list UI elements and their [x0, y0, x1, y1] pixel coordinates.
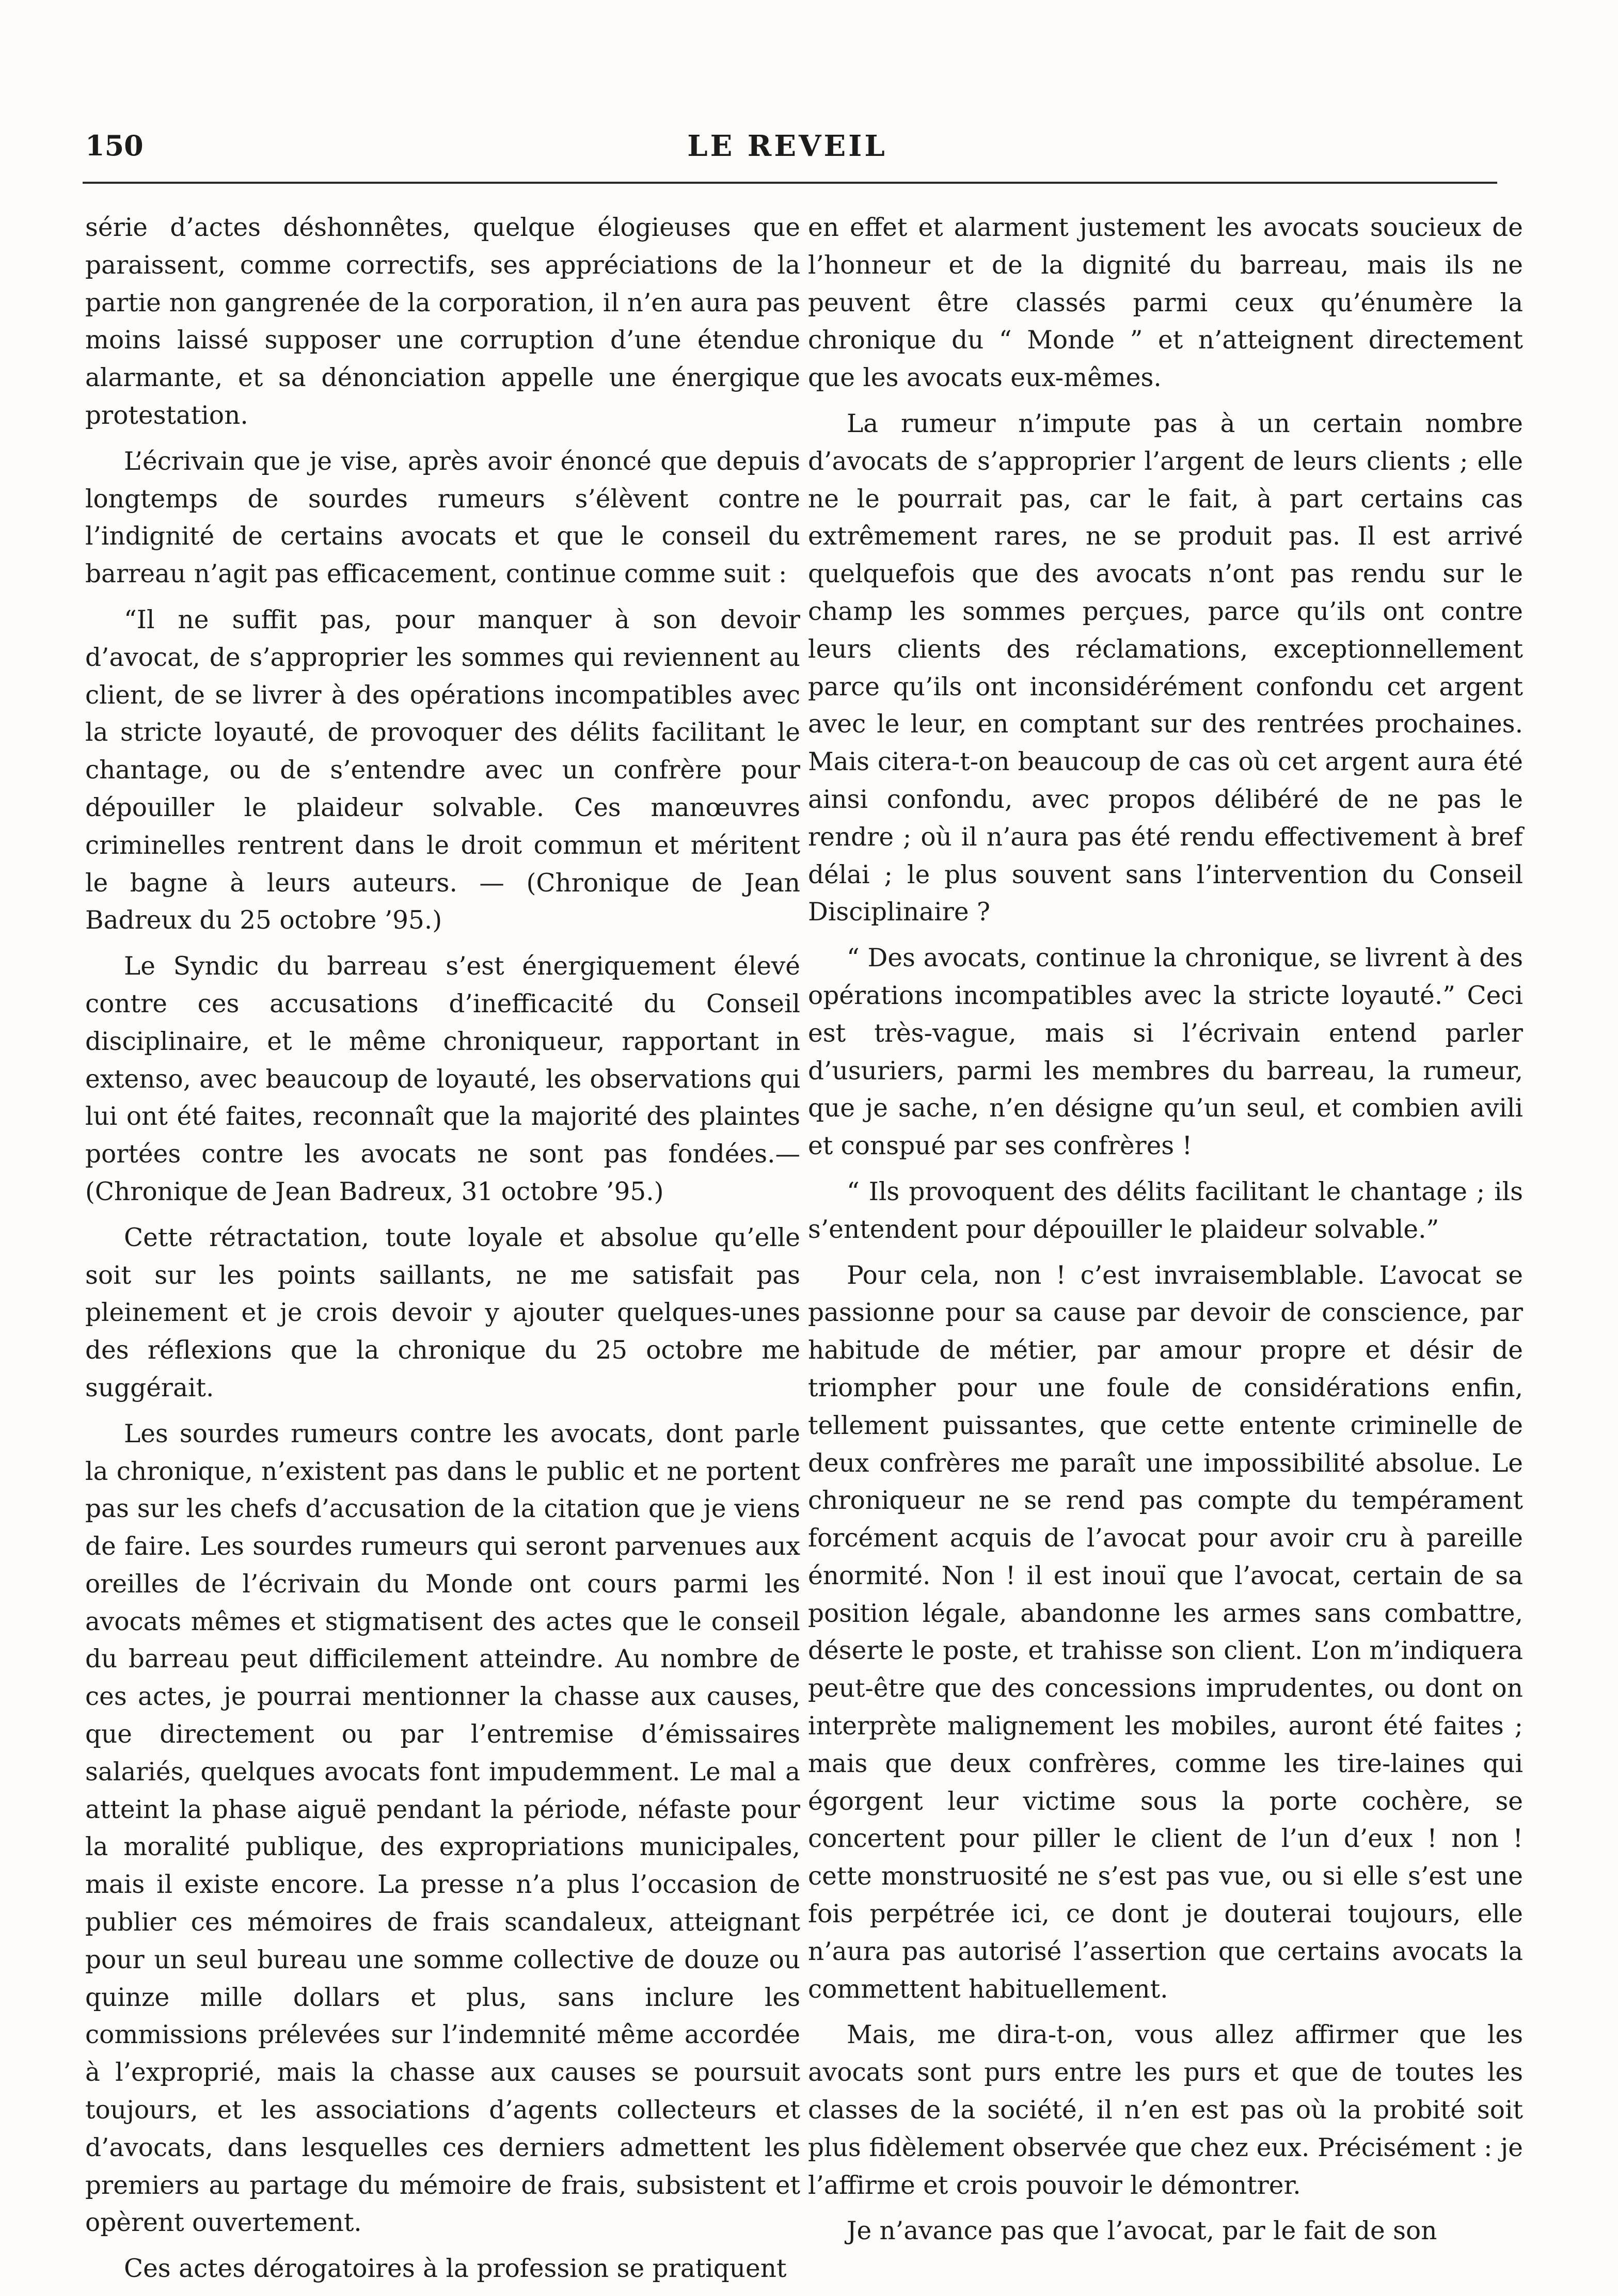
page-number: 150	[85, 129, 144, 162]
header-rule	[83, 182, 1497, 184]
paragraph: Pour cela, non ! c’est invraisemblable. L’avocat se passionne pour sa cause par devoir de conscience, par habitude de métier, par amour propre et désir de triompher pour une foule de considérations enfin, tellement puissantes, que cette entente criminelle de deux confrères me paraît une impossibilité absolue. Le chroniqueur ne se rend pas compte du tempérament forcément acquis de l’avocat pour avoir cru à pareille énormité. Non ! il est inouï que l’avocat, certain de sa position légale, abandonne les armes sans combattre, déserte le poste, et trahisse son client. L’on m’indiquera peut-être que des concessions imprudentes, ou dont on interprète malignement les mobiles, auront été faites ; mais que deux confrères, comme les tire-laines qui égorgent leur victime sous la porte cochère, se concertent pour piller le client de l’un d’eux ! non ! cette monstruosité ne s’est pas vue, ou si elle s’est une fois perpétrée ici, ce dont je douterai toujours, elle n’aura pas autorisé l’assertion que certains avocats la commettent habituellement.	[808, 1261, 1523, 2004]
paragraph: Les sourdes rumeurs contre les avocats, dont parle la chronique, n’existent pas dans le public et ne portent pas sur les chefs d’accusation de la citation que je viens de faire. Les sourdes rumeurs qui seront parvenues aux oreilles de l’écrivain du Monde ont cours parmi les avocats mêmes et stigmatisent des actes que le conseil du barreau peut difficilement atteindre. Au nombre de ces actes, je pourrai mentionner la chasse aux causes, que directement ou par l’entremise d’émissaires salariés, quelques avocats font impudemment. Le mal a atteint la phase aiguë pendant la période, néfaste pour la moralité publique, des expropriations municipales, mais il existe encore. La presse n’a plus l’occasion de publier ces mémoires de frais scandaleux, atteignant pour un seul bureau une somme collective de douze ou quinze mille dollars et plus, sans inclure les commissions prélevées sur l’indemnité même accordée à l’exproprié, mais la chasse aux causes se poursuit toujours, et les associations d’agents collecteurs et d’avocats, dans lesquelles ces derniers admettent les premiers au partage du mémoire de frais, subsistent et opèrent ouvertement.	[85, 1419, 800, 2238]
paragraph: L’écrivain que je vise, après avoir énoncé que depuis longtemps de sourdes rumeurs s’élèvent contre l’indignité de certains avocats et que le conseil du barreau n’agit pas efficacement, continue comme suit :	[85, 447, 800, 589]
right-column	[808, 209, 1523, 2258]
paragraph: Je n’avance pas que l’avocat, par le fait de son	[847, 2217, 1437, 2246]
paragraph: en effet et alarment justement les avocats soucieux de l’honneur et de la dignité du barreau, mais ils ne peuvent être classés parmi ceux qu’énumère la chronique du “ Monde ” et n’atteignent directement que les avocats eux-mêmes.	[808, 213, 1523, 393]
paragraph: Ces actes dérogatoires à la profession se pratiquent	[124, 2254, 787, 2284]
left-column	[85, 209, 800, 2296]
paragraph: Le Syndic du barreau s’est énergiquement élevé contre ces accusations d’inefficacité du Conseil disciplinaire, et le même chroniqueur, rapportant in extenso, avec beaucoup de loyauté, les observations qui lui ont été faites, reconnaît que la majorité des plaintes portées contre les avocats ne sont pas fondées.—(Chronique de Jean Badreux, 31 octobre ’95.)	[85, 952, 800, 1206]
running-head	[85, 129, 1489, 176]
paragraph: “ Des avocats, continue la chronique, se livrent à des opérations incompatibles avec la stricte loyauté.” Ceci est très-vague, mais si l’écrivain entend parler d’usuriers, parmi les membres du barreau, la rumeur, que je sache, n’en désigne qu’un seul, et combien avili et conspué par ses confrères !	[808, 944, 1523, 1161]
paragraph: “ Ils provoquent des délits facilitant le chantage ; ils s’entendent pour dépouiller le plaideur solvable.”	[808, 1177, 1523, 1244]
paragraph: Mais, me dira-t-on, vous allez affirmer que les avocats sont purs entre les purs et que de toutes les classes de la société, il n’en est pas où la probité soit plus fidèlement observée que chez eux. Précisément : je l’affirme et crois pouvoir le démontrer.	[808, 2020, 1523, 2200]
paragraph: série d’actes déshonnêtes, quelque élogieuses que paraissent, comme correctifs, ses appréciations de la partie non gangrenée de la corporation, il n’en aura pas moins laissé supposer une corruption d’une étendue alarmante, et sa dénonciation appelle une énergique protestation.	[85, 213, 800, 430]
paragraph: Cette rétractation, toute loyale et absolue qu’elle soit sur les points saillants, ne me satisfait pas pleinement et je crois devoir y ajouter quelques-unes des réflexions que la chronique du 25 octobre me suggérait.	[85, 1223, 800, 1402]
paragraph: La rumeur n’impute pas à un certain nombre d’avocats de s’approprier l’argent de leurs clients ; elle ne le pourrait pas, car le fait, à part certains cas extrêmement rares, ne se produit pas. Il est arrivé quelquefois que des avocats n’ont pas rendu sur le champ les sommes perçues, parce qu’ils ont contre leurs clients des réclamations, exceptionnellement parce qu’ils ont inconsidérément confondu cet argent avec le leur, en comptant sur des rentrées prochaines. Mais citera-t-on beaucoup de cas où cet argent aura été ainsi confondu, avec propos délibéré de ne pas le rendre ; où il n’aura pas été rendu effectivement à bref délai ; le plus souvent sans l’intervention du Conseil Disciplinaire ?	[808, 409, 1523, 927]
paragraph: “Il ne suffit pas, pour manquer à son devoir d’avocat, de s’approprier les sommes qui reviennent au client, de se livrer à des opérations incompatibles avec la stricte loyauté, de provoquer des délits facilitant le chantage, ou de s’entendre avec un confrère pour dépouiller le plaideur solvable. Ces manœuvres criminelles rentrent dans le droit commun et méritent le bagne à leurs auteurs. — (Chronique de Jean Badreux du 25 octobre ’95.)	[85, 605, 800, 935]
journal-title: LE REVEIL	[687, 129, 887, 163]
